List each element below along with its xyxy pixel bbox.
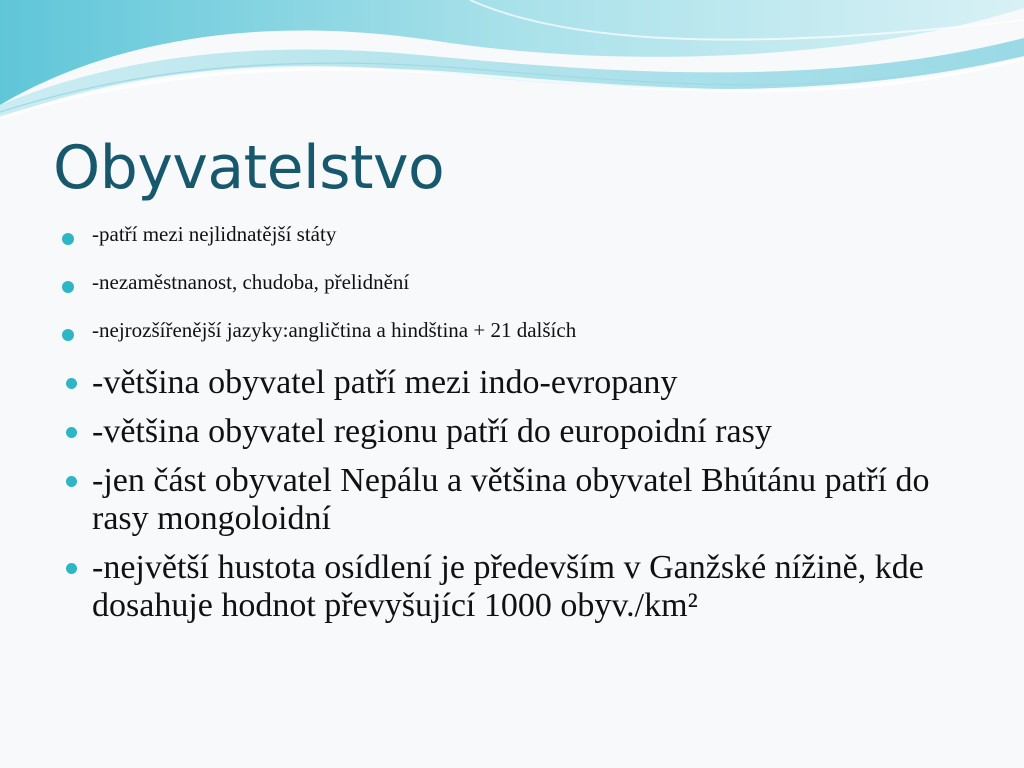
bullet-icon (66, 476, 77, 487)
list-item (66, 413, 966, 451)
bullet-text: -jen část obyvatel Nepálu a většina obyvatel Bhútánu patří do rasy mongoloidní (92, 462, 930, 537)
bullet-text: -patří mezi nejlidnatější státy (92, 222, 337, 246)
large-bullet-list (66, 364, 966, 636)
bullet-text: -nejrozšířenější jazyky:angličtina a hindština + 21 dalších (92, 318, 577, 342)
bullet-icon (62, 329, 74, 341)
list-item (62, 218, 962, 266)
wave-decoration (0, 0, 1024, 140)
bullet-icon (66, 378, 77, 389)
list-item (66, 549, 966, 625)
bullet-icon (66, 563, 77, 574)
list-item (62, 314, 962, 362)
bullet-icon (66, 427, 77, 438)
list-item (66, 364, 966, 402)
bullet-icon (62, 233, 74, 245)
bullet-text: -nezaměstnanost, chudoba, přelidnění (92, 270, 410, 294)
list-item (62, 266, 962, 314)
slide-title: Obyvatelstvo (53, 133, 445, 203)
small-bullet-list (62, 218, 962, 362)
bullet-icon (62, 281, 74, 293)
bullet-text: -většina obyvatel patří mezi indo-evropany (92, 364, 678, 401)
list-item (66, 462, 966, 538)
bullet-text: -většina obyvatel regionu patří do europoidní rasy (92, 413, 772, 450)
bullet-text: -největší hustota osídlení je především v Ganžské nížině, kde dosahuje hodnot převyšující 1000 obyv./km² (92, 549, 924, 624)
